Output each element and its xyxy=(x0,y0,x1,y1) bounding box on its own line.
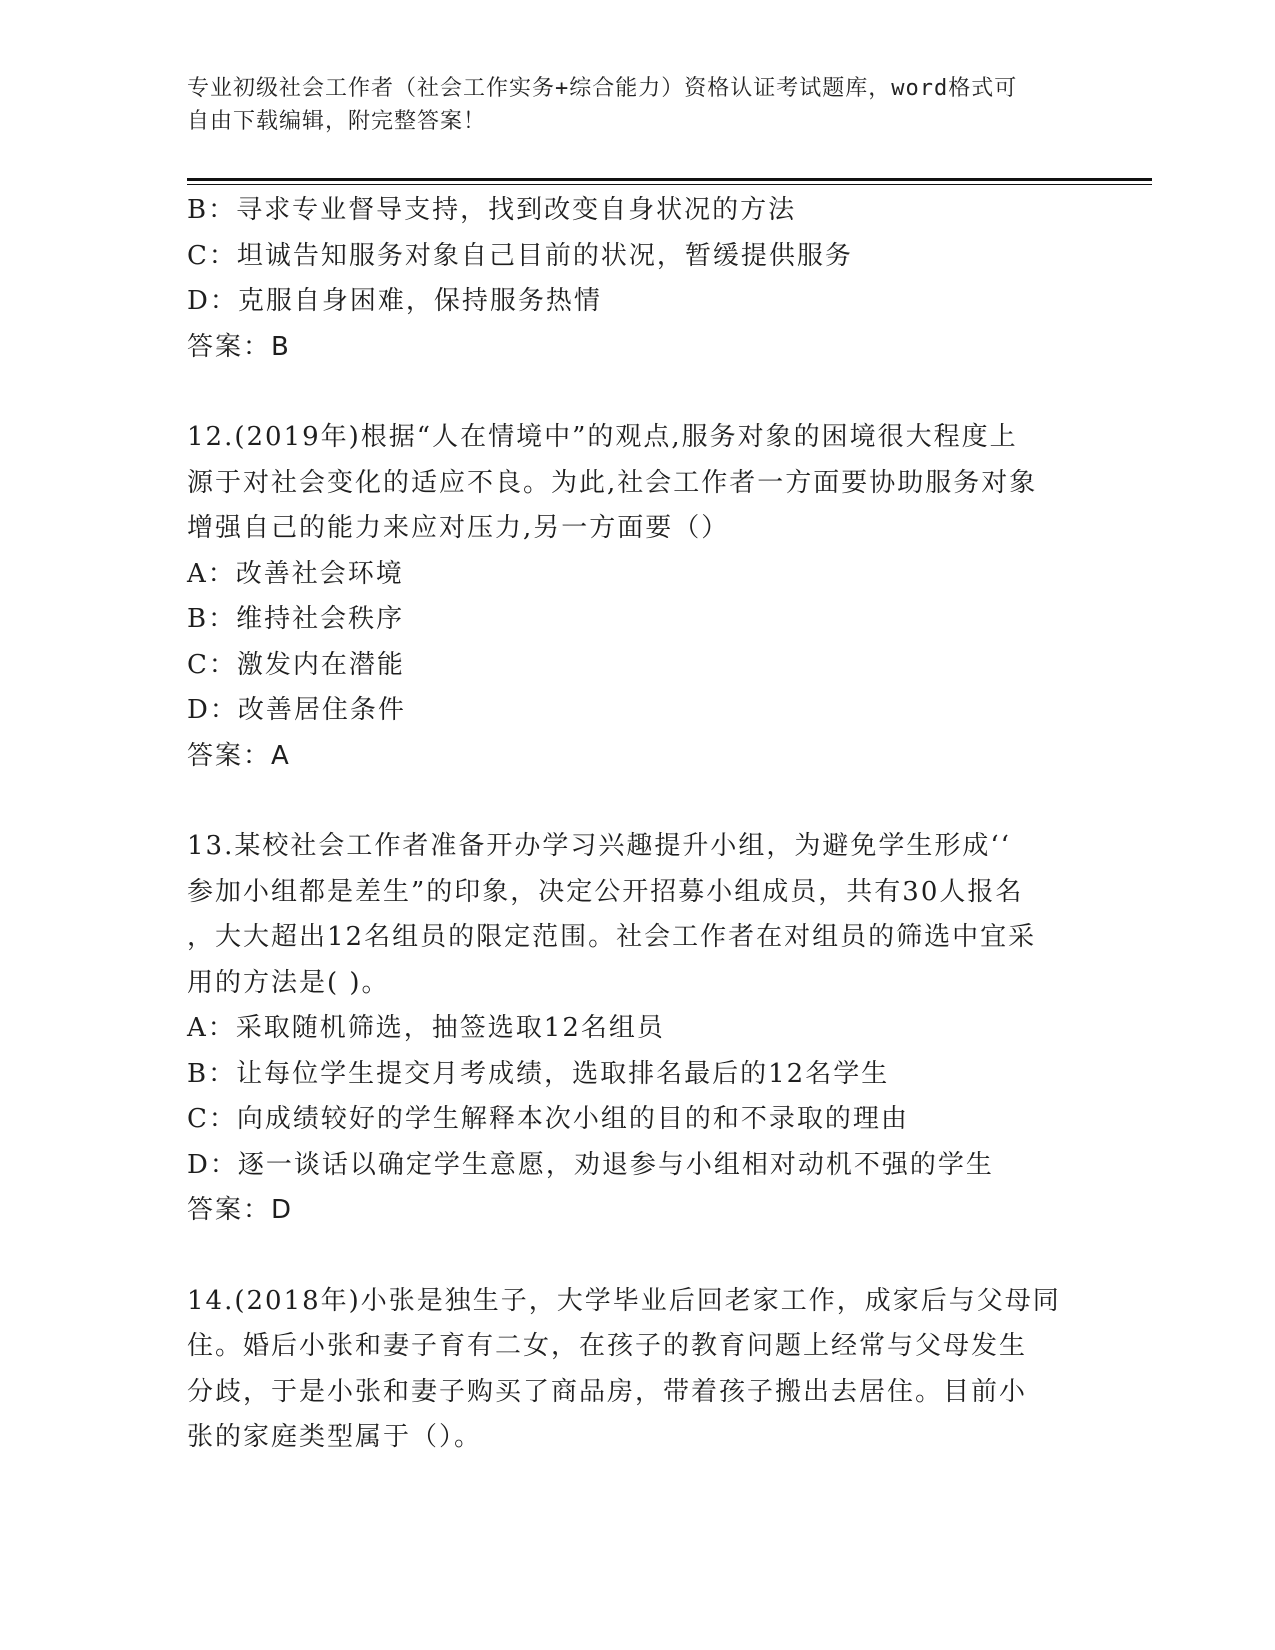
option-d: D：改善居住条件 xyxy=(187,695,406,725)
option-c: C：激发内在潜能 xyxy=(187,649,405,680)
option-a: A：采取随机筛选，抽签选取12名组员 xyxy=(187,1013,665,1043)
question-text-line: 12.(2019年)根据“人在情境中”的观点,服务对象的困境很大程度上 xyxy=(187,422,1018,452)
option-b: B：让每位学生提交月考成绩，选取排名最后的12名学生 xyxy=(187,1058,890,1089)
question-text-line: 用的方法是( )。 xyxy=(187,967,390,998)
question-text-line: 增强自己的能力来应对压力,另一方面要（） xyxy=(187,513,730,543)
document-header xyxy=(187,72,1087,138)
option-a: A：改善社会环境 xyxy=(187,558,404,589)
spacer xyxy=(187,370,1087,415)
question-12 xyxy=(187,415,1087,779)
question-text-line: 分歧，于是小张和妻子购买了商品房，带着孩子搬出去居住。目前小 xyxy=(187,1376,1028,1407)
question-text-line: ，大大超出12名组员的限定范围。社会工作者在对组员的筛选中宜采 xyxy=(187,922,1037,952)
question-text-line: 参加小组都是差生”的印象，决定公开招募小组成员，共有30人报名 xyxy=(187,876,1024,907)
question-11 xyxy=(187,188,1087,370)
question-text-line: 源于对社会变化的适应不良。为此,社会工作者一方面要协助服务对象 xyxy=(187,467,1038,498)
header-rule-thick xyxy=(187,178,1152,181)
spacer xyxy=(187,1234,1087,1279)
spacer xyxy=(187,779,1087,824)
answer-line: 答案：A xyxy=(187,740,291,771)
option-c: C：坦诚告知服务对象自己目前的状况，暂缓提供服务 xyxy=(187,240,853,271)
option-b: B：寻求专业督导支持，找到改变自身状况的方法 xyxy=(187,195,797,225)
question-text-line: 13.某校社会工作者准备开办学习兴趣提升小组，为避免学生形成‘‘ xyxy=(187,831,1011,861)
header-line-1: 专业初级社会工作者（社会工作实务+综合能力）资格认证考试题库，word格式可 xyxy=(187,76,1018,101)
option-d: D：克服自身困难，保持服务热情 xyxy=(187,286,602,316)
question-13 xyxy=(187,824,1087,1234)
header-rule-thin xyxy=(187,184,1152,185)
question-text-line: 住。婚后小张和妻子育有二女，在孩子的教育问题上经常与父母发生 xyxy=(187,1331,1028,1361)
answer-line: 答案：B xyxy=(187,331,291,362)
question-14 xyxy=(187,1279,1087,1461)
option-d: D：逐一谈话以确定学生意愿，劝退参与小组相对动机不强的学生 xyxy=(187,1149,994,1180)
header-line-2: 自由下载编辑，附完整答案！ xyxy=(187,109,487,134)
question-text-line: 14.(2018年)小张是独生子，大学毕业后回老家工作，成家后与父母同 xyxy=(187,1285,1061,1316)
option-b: B：维持社会秩序 xyxy=(187,604,405,634)
option-c: C：向成绩较好的学生解释本次小组的目的和不录取的理由 xyxy=(187,1104,909,1134)
question-text-line: 张的家庭类型属于（）。 xyxy=(187,1422,483,1452)
answer-line: 答案：D xyxy=(187,1195,294,1225)
document-body xyxy=(187,188,1087,1461)
